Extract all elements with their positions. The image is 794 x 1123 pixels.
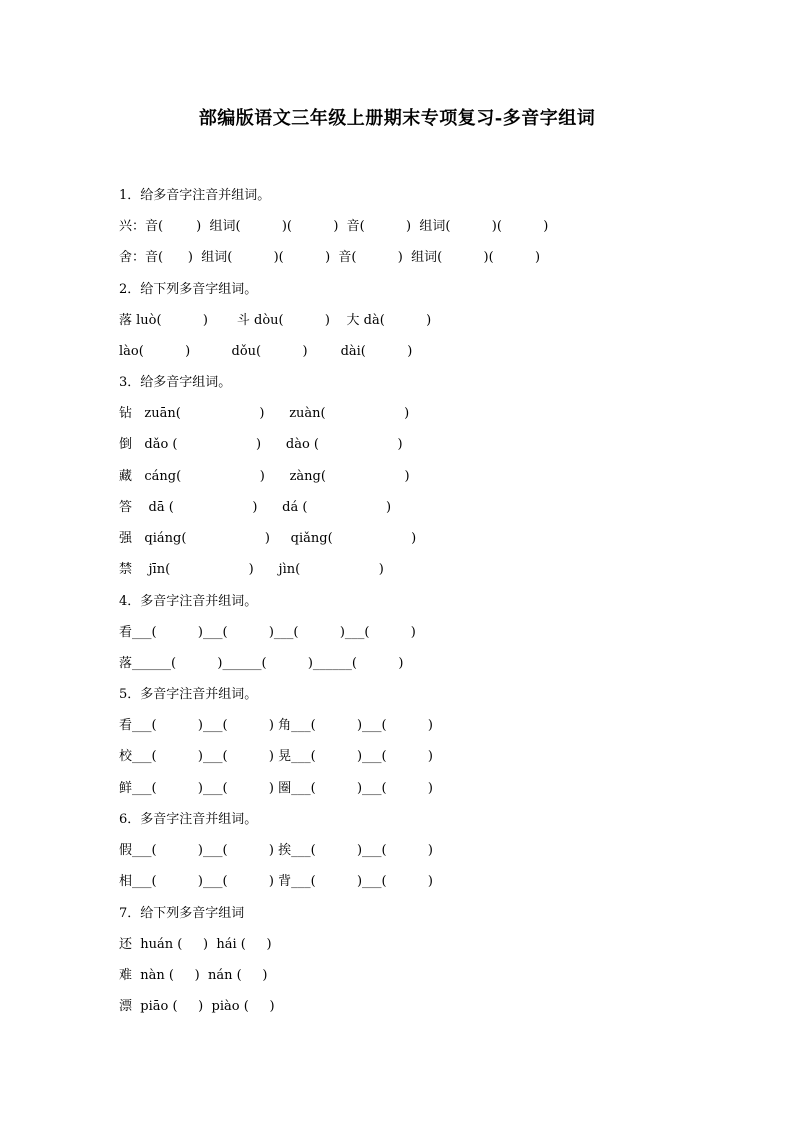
- question-4-heading: 4．多音字注音并组词。: [119, 594, 258, 609]
- question-7-heading: 7．给下列多音字组词: [119, 906, 245, 921]
- question-6-line-2: 相___( )___( ) 背___( )___( ): [119, 874, 433, 889]
- question-6-line-1: 假___( )___( ) 挨___( )___( ): [119, 843, 433, 858]
- question-3-line-cang: 藏 cáng( ) zàng( ): [119, 469, 410, 484]
- question-5-line-2: 校___( )___( ) 晃___( )___( ): [119, 749, 433, 764]
- question-3-line-da: 答 dā ( ) dá ( ): [119, 500, 392, 515]
- question-7-line-piao: 漂 piāo ( ) piào ( ): [119, 999, 275, 1014]
- question-6-heading: 6．多音字注音并组词。: [119, 812, 258, 827]
- page-title: 部编版语文三年级上册期末专项复习-多音字组词: [198, 108, 596, 129]
- question-2-line-2: lào( ) dǒu( ) dài( ): [119, 344, 413, 359]
- question-4-line-luo: 落______( )______( )______( ): [119, 656, 404, 671]
- question-5-heading: 5．多音字注音并组词。: [119, 687, 258, 702]
- question-1-heading: 1．给多音字注音并组词。: [119, 188, 271, 203]
- question-7-line-nan: 难 nàn ( ) nán ( ): [119, 968, 268, 983]
- question-3-line-dao: 倒 dǎo ( ) dào ( ): [119, 437, 403, 452]
- question-3-line-zuan: 钻 zuān( ) zuàn( ): [119, 406, 410, 421]
- question-2-line-1: 落 luò( ) 斗 dòu( ) 大 dà( ): [119, 313, 432, 328]
- question-4-line-kan: 看___( )___( )___( )___( ): [119, 625, 416, 640]
- question-7-line-huan: 还 huán ( ) hái ( ): [119, 937, 272, 952]
- question-2-heading: 2．给下列多音字组词。: [119, 282, 258, 297]
- question-1-line-xing: 兴：音( ) 组词( )( ) 音( ) 组词( )( ): [119, 219, 549, 234]
- question-3-line-qiang: 强 qiáng( ) qiǎng( ): [119, 531, 417, 546]
- question-5-line-3: 鲜___( )___( ) 圈___( )___( ): [119, 781, 433, 796]
- question-3-line-jin: 禁 jīn( ) jìn( ): [119, 562, 384, 577]
- question-1-line-she: 舍：音( ) 组词( )( ) 音( ) 组词( )( ): [119, 250, 541, 265]
- question-5-line-1: 看___( )___( ) 角___( )___( ): [119, 718, 433, 733]
- question-3-heading: 3．给多音字组词。: [119, 375, 232, 390]
